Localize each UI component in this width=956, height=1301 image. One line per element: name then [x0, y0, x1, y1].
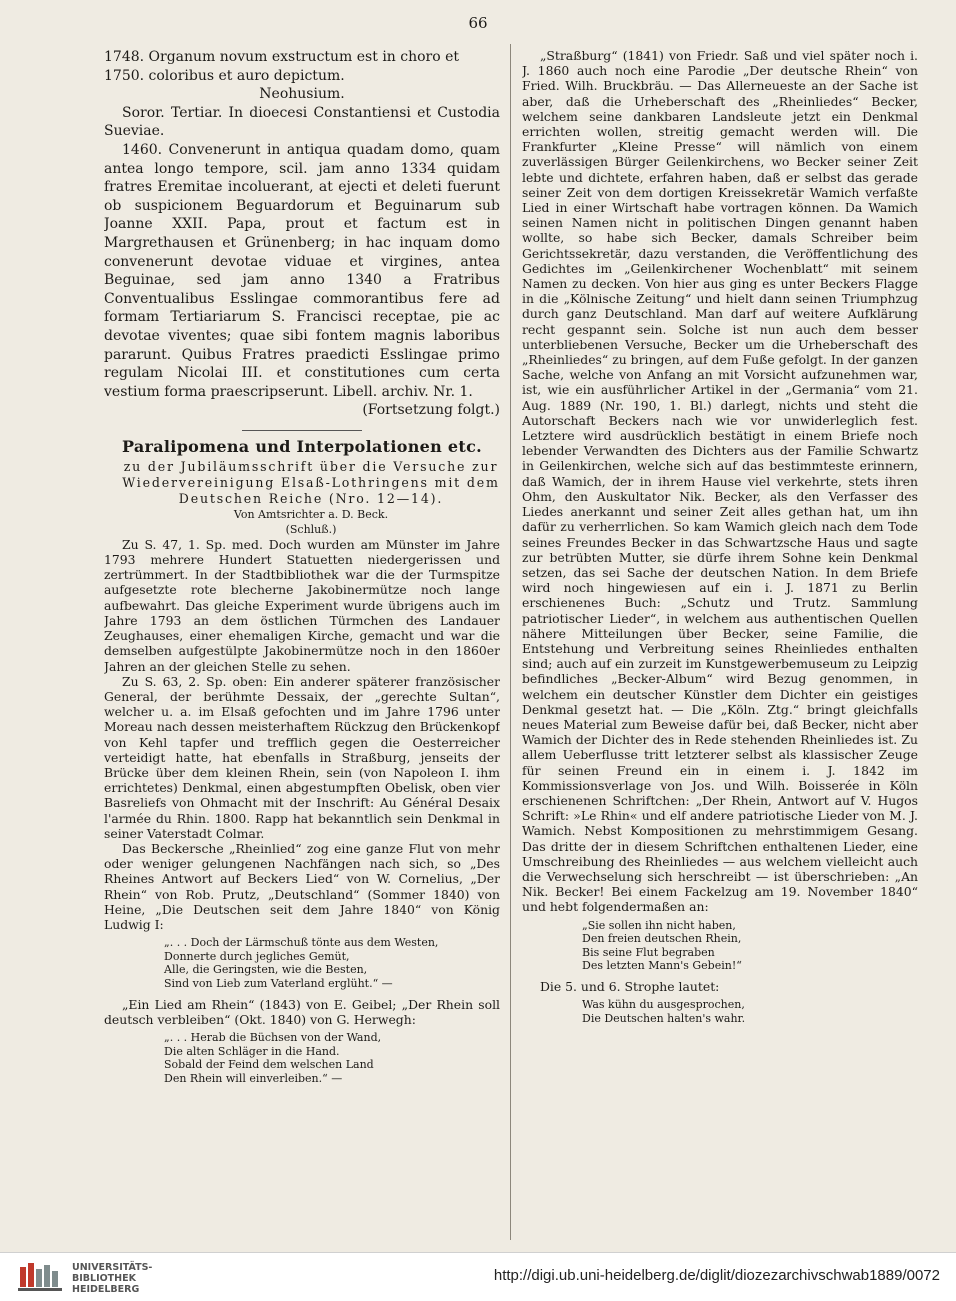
verse-block — [164, 936, 500, 990]
verse-line: „. . . Doch der Lärmschuß tönte aus dem Westen, — [164, 936, 439, 950]
verse-line: Sobald der Feind dem welschen Land — [164, 1058, 374, 1072]
section-subtitle: zu der Jubiläumsschrift über die Versuche zur — [123, 458, 499, 474]
right-column — [522, 48, 918, 1238]
verse-block — [164, 1031, 500, 1085]
verse-line: Den Rhein will einverleiben.“ — — [164, 1071, 343, 1085]
latin-paragraph: Soror. Tertiar. In dioecesi Constantiensi et Custodia Sueviae. — [104, 104, 500, 140]
verse-line: „Sie sollen ihn nicht haben, — [582, 918, 736, 932]
body-paragraph: Das Beckersche „Rheinlied“ zog eine ganze Flut von mehr oder weniger gelungenen Nachfängen nach sich, so „Des Rheines Antwort auf Beckers Lied“ von W. Cornelius, „Der Rhein“ von Rob. Prutz, „Deutschland“ (Sommer 1840) von Heine, „Die Deutschen seit dem Jahre 1840“ von König Ludwig I: — [104, 840, 500, 932]
body-paragraph: Zu S. 47, 1. Sp. med. Doch wurden am Münster im Jahre 1793 mehrere Hundert Statuetten niedergerissen und zertrümmert. In der Stadtbibliothek war die der Turmspitze aufgesetzte rote blecherne Jakobinermütze noch lange aufbewahrt. Das gleiche Experiment wurde übrigens auch im Jahre 1793 an dem östlichen Türmchen des Landauer Zeughauses, einer ehemaligen Kirche, gemacht und war die demselben aufgestülpte Jakobinermütze noch in den 1860er Jahren an der gleichen Stelle zu sehen. — [104, 536, 500, 674]
latin-paragraph: 1460. Convenerunt in antiqua quadam domo, quam antea longo tempore, scil. jam anno 1334 quidam fratres Eremitae incoluerant, at ejecti et deleti fuerunt ob suspicionem Beguardorum et Beguinarum sub Joanne XXII. Papa, prout et factum est in Margrethausen et Grünenberg; in hac inquam domo convenerunt devotae viduae et virgines, antea Beguinae, sed jam anno 1340 a Fratribus Conventualibus Esslingae commorantibus fere ad formam Tertiariarum S. Francisci receptae, pie ac devotae viventes; quae sibi fontem magnis laboribus pararunt. Quibus Fratres praedicti Esslingae primo regulam Nicolai III. et constitutiones cum certa vestium forma praescripserunt. Libell. archiv. Nr. 1. — [104, 141, 500, 400]
verse-block — [582, 919, 918, 973]
latin-heading: Neohusium. — [259, 86, 345, 103]
section-subtitle: Wiedervereinigung Elsaß-Lothringens mit dem — [122, 474, 500, 490]
section-divider — [242, 430, 362, 431]
verse-line: Alle, die Geringsten, wie die Besten, — [164, 963, 368, 977]
conclusion-note: (Schluß.) — [285, 522, 337, 536]
library-name: UNIVERSITÄTS- BIBLIOTHEK HEIDELBERG — [72, 1262, 153, 1295]
verse-line: Donnerte durch jegliches Gemüt, — [164, 949, 350, 963]
verse-line: Was kühn du ausgesprochen, — [582, 998, 745, 1012]
verse-line: Den freien deutschen Rhein, — [582, 932, 742, 946]
verse-line: Bis seine Flut begraben — [582, 945, 715, 959]
latin-line: 1748. Organum novum exstructum est in choro et — [104, 49, 460, 65]
continued-note: (Fortsetzung folgt.) — [362, 402, 500, 419]
page-number: 66 — [468, 14, 488, 32]
verse-block — [582, 998, 918, 1025]
verse-line: Sind von Lieb zum Vaterland erglüht.“ — — [164, 976, 393, 990]
verse-line: Die alten Schläger in die Hand. — [164, 1044, 340, 1058]
body-paragraph: „Ein Lied am Rhein“ (1843) von E. Geibel; „Der Rhein soll deutsch verbleiben“ (Okt. 1840) von G. Herwegh: — [104, 996, 500, 1027]
source-url[interactable]: http://digi.ub.uni-heidelberg.de/diglit/diozezarchivschwab1889/0072 — [493, 1267, 940, 1284]
body-paragraph: „Straßburg“ (1841) von Friedr. Saß und viel später noch i. J. 1860 auch noch eine Parodie „Der deutsche Rhein“ von Fried. Wilh. Bruckbräu. — Das Allerneueste an der Sache ist aber, daß die Urheberschaft des „Rheinliedes“ Becker, welchem seine dankbaren Landsleute jetzt ein Denkmal errichten wollen, streitig gemacht werden will. Die Frankfurter „Kleine Presse“ will nämlich von einem zuverlässigen Bürger Geilenkirchens, wo Becker seiner Zeit lebte und dichtete, erfahren haben, daß er selbst das gerade seiner Zeit von dem dortigen Kreissekretär Wamich verfaßte Lied in einer Wirtschaft habe vortragen können. Da Wamich seinen Namen nicht in politischen Dingen genannt haben wollte, so habe sich Becker, damals Schreiber beim Gerichtssekretär, dazu verstanden, die Veröffentlichung des Gedichtes im „Geilenkirchener Wochenblatt“ mit seinem Namen zu decken. Von hier aus ging es unter Beckers Flagge in die „Kölnische Zeitung“ und hielt dann seinen Triumphzug durch ganz Deutschland. Man darf auf weitere Aufklärung recht gespannt sein. Solche ist nun auch dem besser unterbliebenen Versuche, Becker um die Urheberschaft des „Rheinliedes“ zu bringen, auf dem Fuße gefolgt. In der ganzen Sache, welche von Anfang an mit Vorsicht aufzunehmen war, ist, wie ein ausführlicher Artikel in der „Germania“ vom 21. Aug. 1889 (Nr. 190, 1. Bl.) darlegt, nichts und steht die Autorschaft Beckers nach wie vor unwiderleglich fest. Letztere wird ausdrücklich bestätigt in einem Briefe noch lebender Verwandten des Dichters aus der Familie Schwartz in Geilenkirchen, welche sich auf das bestimmteste erinnern, daß Wamich, der in ihrem Hause viel verkehrte, stets ihren Ohm, den Auskultator Nik. Becker, als den Verfasser des Liedes anerkannt und seiner Zeit alles gethan hat, um ihn dafür zu verherrlichen. So kam Wamich gleich nach dem Tode seines Freundes Becker in das Schwartzsche Haus und sagte zur betrübten Mutter, sie dürfe ihrem Sohne kein Denkmal setzen, das sei Sache der deutschen Nation. In dem Briefe wird noch hingewiesen auf ein i. J. 1871 zu Berlin erschienenes Buch: „Schutz und Trutz. Sammlung patriotischer Lieder“, in welchem aus authentischen Quellen nähere Mitteilungen über Becker, seine Familie, die Entstehung und Verbreitung seines Rheinliedes enthalten sind; auch auf ein zurzeit im Kunstgewerbemuseum zu Leipzig befindliches „Becker-Album“ wird Bezug genommen, in welchem ein deutscher Künstler dem Dichter ein geistiges Denkmal gesetzt hat. — Die „Köln. Ztg.“ bringt gleichfalls neues Material zum Beweise dafür bei, daß Becker, nicht aber Wamich der Dichter des in Rede stehenden Rheinliedes ist. Zu allem Ueberflusse tritt letzterer selbst als klassischer Zeuge für seinen Freund ein in einem i. J. 1842 im Kommissionsverlage von Jos. und Wilh. Boisserée in Köln erschienenen Schriftchen: „Der Rhein, Antwort auf V. Hugos Schrift: »Le Rhin« und elf andere patriotische Lieder von M. J. Wamich. Nebst Kompositionen zu mehrstimmigem Gesang. Das dritte der in diesem Schriftchen enthaltenen Lieder, eine Umschreibung des Rheinliedes — aus welchem vielleicht auch die Verwechselung sich herschreibt — ist überschrieben: „An Nik. Becker! Bei einem Fackelzug am 19. November 1840“ und hebt folgendermaßen an: — [522, 48, 918, 915]
body-paragraph: Zu S. 63, 2. Sp. oben: Ein anderer späterer französischer General, der berühmte Dessaix, der „gerechte Sultan“, welcher u. a. im Elsaß gefochten und im Jahre 1796 unter Moreau nach dessen meisterhaftem Rückzug den Brückenkopf von Kehl tapfer und trefflich gegen die Oesterreicher verteidigt hatte, hat ebenfalls in Straßburg, jenseits der Brücke über dem kleinen Rhein, sein (von Napoleon I. ihm errichtetes) Denkmal, einen abgestumpften Obelisk, oben vier Basreliefs von Ohmacht mit der Inschrift: Au Général Desaix l'armée du Rhin. 1800. Rapp hat bekanntlich sein Denkmal in seiner Vaterstadt Colmar. — [104, 673, 500, 841]
footer-bar — [0, 1252, 956, 1301]
verse-line: Des letzten Mann's Gebein!“ — [582, 959, 742, 973]
section-title: Paralipomena und Interpolationen etc. — [121, 436, 483, 456]
latin-section — [104, 48, 500, 420]
author-line: Von Amtsrichter a. D. Beck. — [233, 507, 389, 521]
left-column — [104, 48, 500, 1238]
latin-line: 1750. coloribus et auro depictum. — [104, 67, 345, 84]
section-subtitle: Deutschen Reiche (Nro. 12—14). — [178, 490, 444, 506]
university-library-logo-icon — [18, 1261, 64, 1293]
body-paragraph: Die 5. und 6. Strophe lautet: — [540, 978, 720, 994]
verse-line: Die Deutschen halten's wahr. — [582, 1011, 746, 1025]
verse-line: „. . . Herab die Büchsen von der Wand, — [164, 1030, 382, 1044]
column-divider — [510, 44, 511, 1240]
